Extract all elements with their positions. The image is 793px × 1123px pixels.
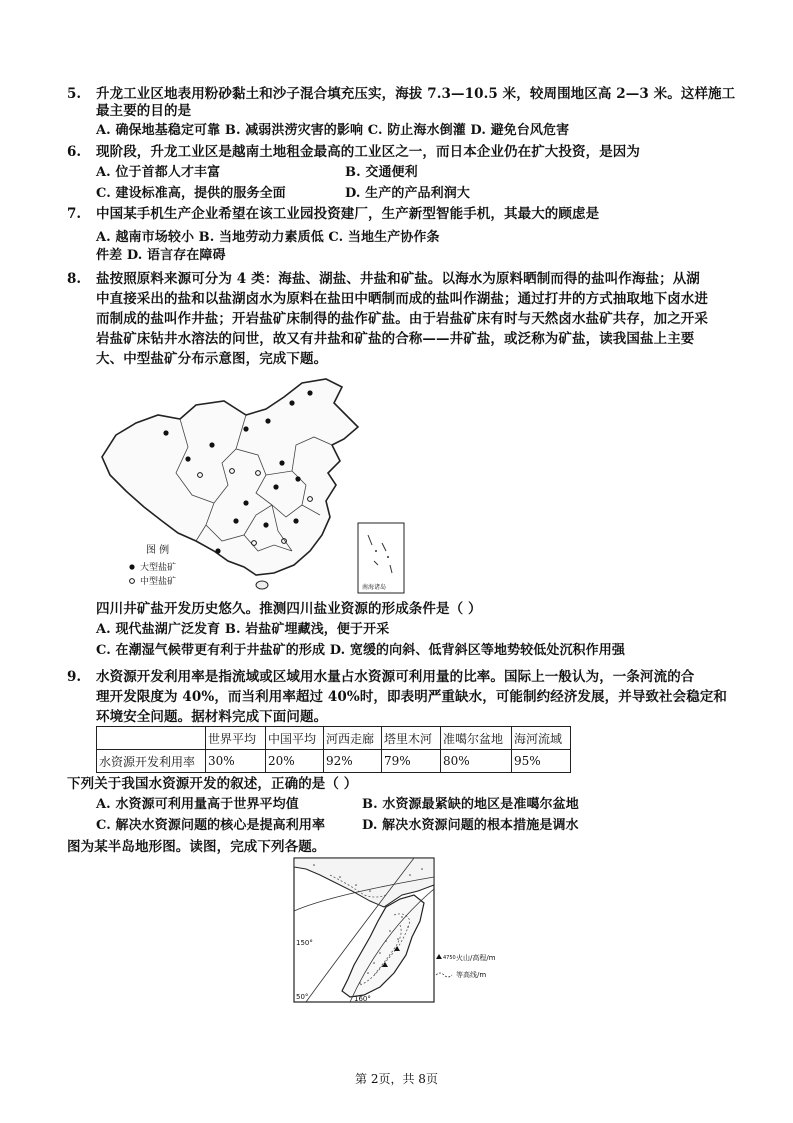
table-header-cell: 塔里木河 (382, 727, 441, 750)
q9-text-line3: 环境安全问题。据材料完成下面问题。 (96, 709, 328, 725)
salt-mine-marker (233, 518, 238, 523)
table-cell: 80% (441, 750, 512, 773)
salt-mine-marker (185, 456, 190, 461)
map-legend-small: 中型盐矿 (140, 577, 177, 587)
page-footer: 第 2页，共 8页 (355, 1072, 438, 1086)
table-header-cell: 海河流域 (512, 727, 571, 750)
salt-mine-marker (243, 500, 248, 505)
table-header-cell: 准噶尔盆地 (441, 727, 512, 750)
q8-text-line5: 大、中型盐矿分布示意图，完成下题。 (96, 351, 328, 367)
table-header-cell: 河西走廊 (324, 727, 382, 750)
table-header-cell (97, 727, 206, 750)
peninsula-map (290, 855, 550, 1005)
q7-options-line1: A. 越南市场较小 B. 当地劳动力素质低 C. 当地生产协作条 (96, 230, 440, 245)
map-legend-title: 图 例 (146, 545, 170, 556)
q8-question: 四川井矿盐开发历史悠久。推测四川盐业资源的形成条件是（ ） (96, 601, 482, 617)
table-cell: 30% (206, 750, 266, 773)
lon-150-label: 150° (296, 939, 313, 947)
q6-option-c: C. 建设标准高，提供的服务全面 (96, 186, 286, 201)
q9-number: 9. (67, 669, 82, 685)
legend-volcano-label: 火山/高程/m (456, 954, 496, 962)
map-inset-label: 南海诸岛 (362, 584, 387, 591)
q8-number: 8. (67, 271, 82, 287)
q7-options-line2: 件差 D. 语言存在障碍 (96, 248, 226, 263)
q6-stem: 现阶段，升龙工业区是越南土地租金最高的工业区之一，而日本企业仍在扩大投资，是因为 (96, 144, 640, 160)
q6-number: 6. (67, 144, 82, 160)
lon-160-label: 160° (354, 995, 371, 1003)
salt-mine-marker (279, 460, 284, 465)
table-row (97, 750, 571, 773)
q8-text-line4: 岩盐矿床钻井水溶法的问世，故又有井盐和矿盐的合称——井矿盐，或泛称为矿盐，读我国盐上主要 (96, 331, 695, 347)
table-header-row (97, 727, 571, 750)
legend-large-symbol (129, 564, 134, 569)
q5-number: 5. (67, 86, 82, 102)
q9-option-b: B. 水资源最紧缺的地区是准噶尔盆地 (362, 797, 579, 812)
china-salt-mine-map (96, 375, 408, 597)
legend-contour-icon (436, 973, 452, 977)
q8-options-line2: C. 在潮湿气候带更有利于井盐矿的形成 D. 宽缓的向斜、低背斜区等地势较低处沉积作用强 (96, 643, 625, 658)
salt-mine-marker (209, 442, 214, 447)
table-row-label: 水资源开发利用率 (97, 750, 206, 773)
q9-option-a: A. 水资源可利用量高于世界平均值 (96, 797, 299, 812)
salt-mine-marker (273, 484, 278, 489)
legend-volcano-number: 4750 (443, 955, 456, 961)
table-header-cell: 中国平均 (266, 727, 324, 750)
q8-options-line1: A. 现代盐湖广泛发育 B. 岩盐矿埋藏浅，便于开采 (96, 622, 390, 637)
q9-question: 下列关于我国水资源开发的叙述，正确的是（ ） (67, 776, 358, 792)
table-cell: 20% (266, 750, 324, 773)
q7-stem: 中国某手机生产企业希望在该工业园投资建厂，生产新型智能手机，其最大的顾虑是 (96, 206, 600, 222)
south-sea-inset (358, 523, 404, 593)
salt-mine-marker (263, 522, 268, 527)
q6-option-a: A. 位于首都人才丰富 (96, 165, 221, 180)
salt-mine-marker (215, 548, 220, 553)
q6-option-b: B. 交通便利 (345, 165, 418, 180)
salt-mine-marker (265, 418, 270, 423)
q9-option-d: D. 解决水资源问题的根本措施是调水 (362, 818, 579, 833)
table-cell: 95% (512, 750, 571, 773)
q5-options: A. 确保地基稳定可靠 B. 减弱洪涝灾害的影响 C. 防止海水倒灌 D. 避免台风危害 (96, 123, 570, 138)
salt-mine-marker (293, 518, 298, 523)
salt-mine-marker (295, 476, 300, 481)
salt-mine-marker (289, 400, 294, 405)
map-legend-large: 大型盐矿 (140, 563, 177, 573)
q10-intro: 图为某半岛地形图。读图，完成下列各题。 (67, 839, 326, 855)
legend-volcano-icon (436, 954, 442, 959)
lat-50-label: 50° (296, 993, 309, 1001)
q7-number: 7. (67, 206, 82, 222)
legend-contour-label: 等高线/m (456, 971, 487, 979)
salt-mine-marker (243, 426, 248, 431)
q5-stem-line1: 升龙工业区地表用粉砂黏土和沙子混合填充压实，海拔 7.3—10.5 米，较周围地区高 2—3 米。这样施工 (96, 86, 736, 102)
salt-mine-marker (163, 430, 168, 435)
q8-text-line3: 而制成的盐叫作井盐；开岩盐矿床制得的盐作矿盐。由于岩盐矿床有时与天然卤水盐矿共存，加之开采 (96, 311, 708, 327)
q6-option-d: D. 生产的产品利润大 (345, 186, 470, 201)
q8-text-line1: 盐按照原料来源可分为 4 类：海盐、湖盐、井盐和矿盐。以海水为原料晒制而得的盐叫作海盐；从湖 (96, 271, 700, 287)
salt-mine-marker (307, 390, 312, 395)
q9-text-line1: 水资源开发利用率是指流域或区域用水量占水资源可利用量的比率。国际上一般认为，一条河流的合 (96, 669, 695, 685)
water-use-table (96, 726, 571, 773)
table-header-cell: 世界平均 (206, 727, 266, 750)
table-cell: 92% (324, 750, 382, 773)
q9-text-line2: 理开发限度为 40%，而当利用率超过 40%时，即表明严重缺水，可能制约经济发展，并导致社会稳定和 (96, 689, 728, 705)
q9-option-c: C. 解决水资源问题的核心是提高利用率 (96, 818, 326, 833)
q8-text-line2: 中直接采出的盐和以盐湖卤水为原料在盐田中晒制而成的盐叫作湖盐；通过打井的方式抽取地下卤水进 (96, 291, 708, 307)
table-cell: 79% (382, 750, 441, 773)
q5-stem-line2: 最主要的目的是 (96, 103, 192, 119)
